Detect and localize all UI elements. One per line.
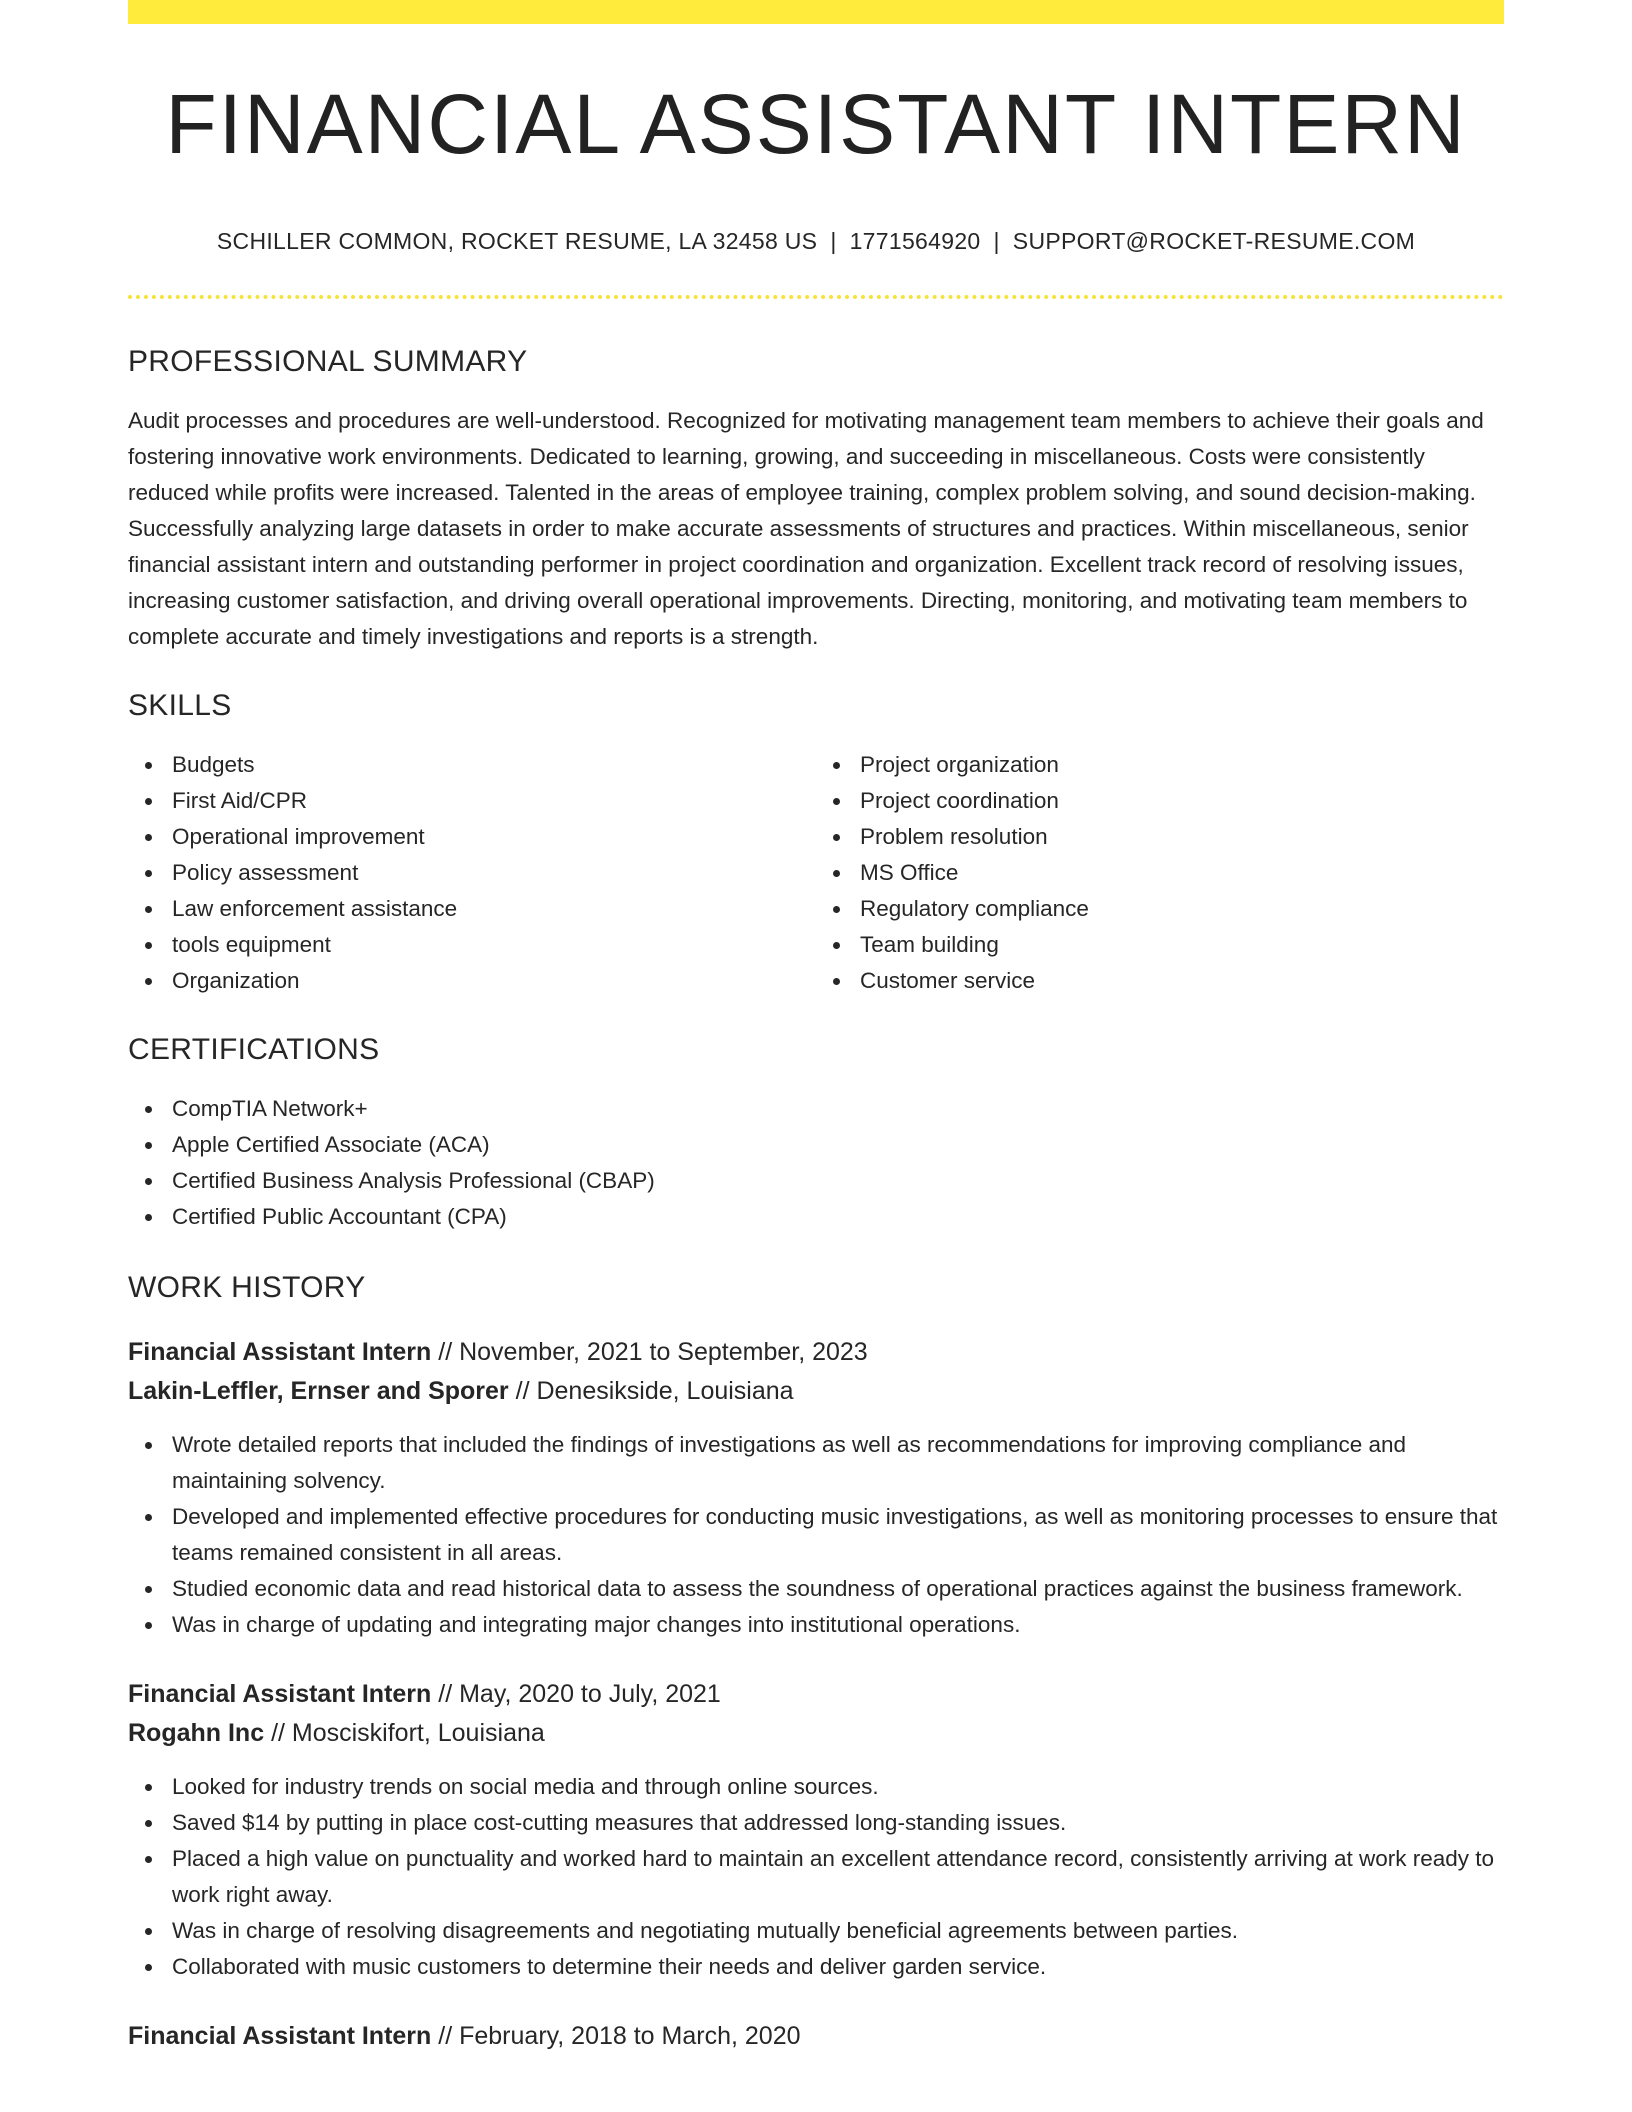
contact-separator: | [830, 228, 837, 254]
resume-page [128, 0, 1504, 2056]
job-company: Rogahn Inc [128, 1719, 265, 1747]
job-entry [128, 1333, 1504, 1643]
job-role-line [128, 1333, 1504, 1372]
skill-item: Team building [860, 927, 1504, 963]
job-bullets [128, 1769, 1504, 1985]
contact-separator: | [993, 228, 1000, 254]
job-role-line [128, 2017, 1504, 2056]
job-location: // Denesikside, Louisiana [515, 1377, 794, 1405]
skill-item: Problem resolution [860, 819, 1504, 855]
job-bullet: Wrote detailed reports that included the findings of investigations as well as recommendations for improving compliance and maintaining solvency. [172, 1427, 1504, 1499]
certification-item: Certified Business Analysis Professional (CBAP) [172, 1163, 1504, 1199]
certification-item: Apple Certified Associate (ACA) [172, 1127, 1504, 1163]
skill-item: MS Office [860, 855, 1504, 891]
job-location: // Mosciskifort, Louisiana [271, 1719, 545, 1747]
job-dates: // November, 2021 to September, 2023 [438, 1338, 868, 1366]
skill-item: Project coordination [860, 783, 1504, 819]
summary-text: Audit processes and procedures are well-understood. Recognized for motivating management team members to achieve their goals and fostering innovative work environments. Dedicated to learning, growing, and succeeding in miscellaneous. Costs were consistently reduced while profits were increased. Talented in the areas of employee training, complex problem solving, and sound decision-making. Successfully analyzing large datasets in order to make accurate assessments of structures and practices. Within miscellaneous, senior financial assistant intern and outstanding performer in project coordination and organization. Excellent track record of resolving issues, increasing customer satisfaction, and driving overall operational improvements. Directing, monitoring, and motivating team members to complete accurate and timely investigations and reports is a strength. [128, 408, 1484, 649]
job-bullets [128, 1427, 1504, 1643]
skills-list-left [128, 747, 816, 999]
summary-heading: PROFESSIONAL SUMMARY [128, 345, 528, 378]
skill-item: tools equipment [172, 927, 816, 963]
job-bullet: Looked for industry trends on social media and through online sources. [172, 1769, 1504, 1805]
certifications-heading: CERTIFICATIONS [128, 1033, 380, 1066]
contact-phone[interactable]: 1771564920 [849, 228, 981, 254]
certification-item: Certified Public Accountant (CPA) [172, 1199, 1504, 1235]
resume-title: FINANCIAL ASSISTANT INTERN [165, 77, 1467, 171]
job-role: Financial Assistant Intern [128, 2022, 432, 2050]
job-entry [128, 1675, 1504, 1985]
contact-address: SCHILLER COMMON, ROCKET RESUME, LA 32458 US [216, 228, 818, 254]
job-bullet: Saved $14 by putting in place cost-cutting measures that addressed long-standing issues. [172, 1805, 1504, 1841]
job-bullet: Studied economic data and read historical data to assess the soundness of operational practices against the business framework. [172, 1571, 1504, 1607]
job-role: Financial Assistant Intern [128, 1338, 432, 1366]
contact-line [128, 230, 1504, 253]
skill-item: Operational improvement [172, 819, 816, 855]
job-bullet: Was in charge of updating and integrating major changes into institutional operations. [172, 1607, 1504, 1643]
header-divider [128, 295, 1504, 299]
job-company: Lakin-Leffler, Ernser and Sporer [128, 1377, 509, 1405]
work-history-heading: WORK HISTORY [128, 1271, 366, 1304]
job-role: Financial Assistant Intern [128, 1680, 432, 1708]
certification-item: CompTIA Network+ [172, 1091, 1504, 1127]
skill-item: Customer service [860, 963, 1504, 999]
skills-list-right [816, 747, 1504, 999]
skill-item: Organization [172, 963, 816, 999]
job-bullet: Was in charge of resolving disagreements and negotiating mutually beneficial agreements between parties. [172, 1913, 1504, 1949]
certifications-list [128, 1091, 1504, 1235]
job-dates: // February, 2018 to March, 2020 [438, 2022, 801, 2050]
skills-columns [128, 747, 1504, 999]
skills-heading: SKILLS [128, 689, 232, 722]
job-dates: // May, 2020 to July, 2021 [438, 1680, 721, 1708]
skill-item: Regulatory compliance [860, 891, 1504, 927]
job-entry [128, 2017, 1504, 2056]
job-bullet: Collaborated with music customers to determine their needs and deliver garden service. [172, 1949, 1504, 1985]
accent-top-bar [128, 0, 1504, 24]
contact-email[interactable]: SUPPORT@ROCKET-RESUME.COM [1012, 228, 1416, 254]
job-company-line [128, 1714, 1504, 1753]
skill-item: Policy assessment [172, 855, 816, 891]
skill-item: Budgets [172, 747, 816, 783]
job-role-line [128, 1675, 1504, 1714]
skill-item: Law enforcement assistance [172, 891, 816, 927]
job-bullet: Placed a high value on punctuality and worked hard to maintain an excellent attendance record, consistently arriving at work ready to work right away. [172, 1841, 1504, 1913]
skill-item: First Aid/CPR [172, 783, 816, 819]
skill-item: Project organization [860, 747, 1504, 783]
job-company-line [128, 1372, 1504, 1411]
job-bullet: Developed and implemented effective procedures for conducting music investigations, as well as monitoring processes to ensure that teams remained consistent in all areas. [172, 1499, 1504, 1571]
